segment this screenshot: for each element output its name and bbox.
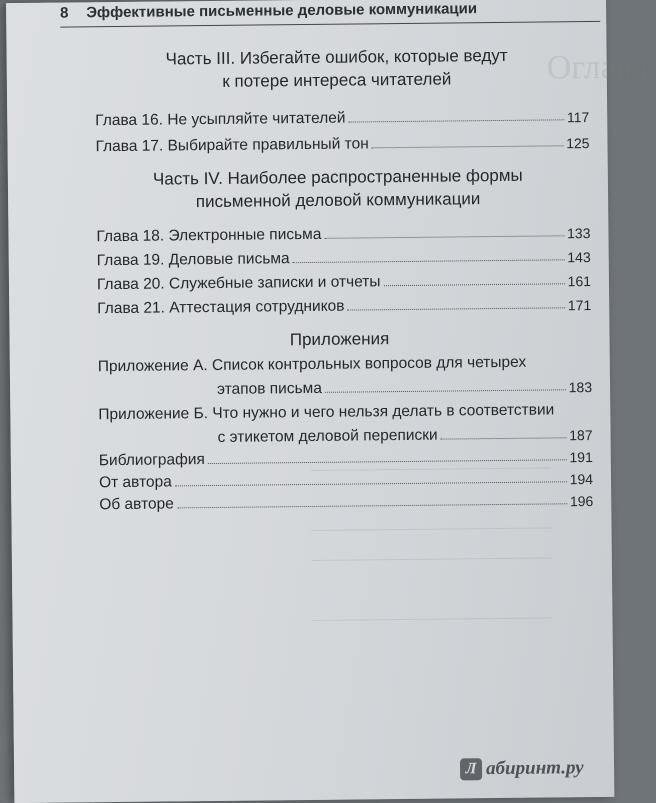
part-title-line: письменной деловой коммуникации bbox=[195, 189, 481, 212]
toc-entry-page: 194 bbox=[569, 471, 594, 488]
toc-entry-label: Глава 19. Деловые письма bbox=[96, 250, 290, 270]
dot-leader bbox=[208, 459, 567, 464]
part-title-4 bbox=[98, 163, 578, 214]
toc-entry-label: Глава 21. Аттестация сотрудников bbox=[97, 297, 345, 318]
appendix-a bbox=[98, 354, 527, 376]
toc-entry-page: 183 bbox=[568, 379, 593, 396]
appendix-prefix: Приложение Б. bbox=[98, 405, 209, 424]
bleed-through-line bbox=[312, 527, 552, 531]
toc-entry bbox=[95, 131, 589, 156]
logo-mark-icon: Л bbox=[460, 758, 482, 780]
appendix-title-line: с этикетом деловой переписки bbox=[217, 426, 438, 446]
page-number: 8 bbox=[60, 4, 69, 22]
bleed-through-line bbox=[312, 557, 552, 561]
toc-entry bbox=[97, 245, 591, 270]
toc-entry-label: Глава 16. Не усыпляйте читателей bbox=[95, 109, 346, 130]
toc-entry-label: Глава 20. Служебные записки и отчеты bbox=[96, 273, 381, 294]
dot-leader bbox=[348, 307, 565, 310]
appendix-prefix: Приложение А. bbox=[97, 357, 208, 376]
toc-entry bbox=[97, 269, 591, 294]
toc-entry bbox=[99, 489, 593, 514]
dot-leader bbox=[175, 481, 567, 486]
running-header bbox=[60, 0, 600, 22]
toc-entry-page: 187 bbox=[569, 427, 593, 444]
appendix-title-line: Список контрольных вопросов для четырех bbox=[211, 353, 527, 375]
bleed-through-line bbox=[312, 617, 552, 621]
toc-entry-page: 161 bbox=[567, 273, 592, 290]
toc-entry-page: 125 bbox=[566, 135, 590, 152]
toc-entry-page: 171 bbox=[567, 297, 592, 314]
toc-entry-page: 196 bbox=[569, 493, 594, 510]
toc-entry bbox=[96, 221, 590, 246]
part-title-line: Часть III. Избегайте ошибок, которые ведут bbox=[165, 45, 508, 69]
toc-entry-label: От автора bbox=[98, 473, 172, 492]
toc-entry-label: Глава 17. Выбирайте правильный тон bbox=[95, 135, 369, 156]
book-page bbox=[6, 0, 649, 803]
appendix-b-continuation bbox=[217, 423, 592, 447]
appendices-title: Приложения bbox=[289, 329, 390, 350]
dot-leader bbox=[441, 437, 567, 439]
toc-entry-page: 133 bbox=[567, 225, 591, 242]
header-rule bbox=[60, 21, 600, 28]
dot-leader bbox=[325, 389, 566, 393]
toc-entry bbox=[95, 105, 589, 130]
toc-entry-page: 143 bbox=[567, 249, 591, 266]
dot-leader bbox=[384, 283, 565, 286]
toc-entry bbox=[97, 293, 591, 318]
toc-entry-label: Библиография bbox=[98, 451, 205, 470]
running-title: Эффективные письменные деловые коммуникации bbox=[86, 0, 478, 22]
appendix-a-continuation bbox=[217, 375, 592, 399]
part-title-line: к потере интереса читателей bbox=[222, 69, 452, 91]
toc-entry-page: 191 bbox=[569, 449, 593, 466]
appendix-b bbox=[98, 401, 554, 424]
toc-entry bbox=[99, 445, 593, 470]
toc-entry-page: 117 bbox=[566, 109, 590, 126]
toc-entry-label: Глава 18. Электронные письма bbox=[96, 225, 322, 246]
labirint-logo bbox=[460, 757, 584, 780]
dot-leader bbox=[372, 145, 563, 148]
appendix-title-line: этапов письма bbox=[216, 379, 322, 398]
dot-leader bbox=[293, 259, 565, 263]
appendix-title-line: Что нужно и чего нельзя делать в соответствии bbox=[212, 401, 555, 423]
part-title-line: Часть IV. Наиболее распространенные формы bbox=[152, 165, 523, 189]
toc-entry bbox=[99, 467, 593, 492]
logo-text: абиринт.ру bbox=[485, 757, 584, 780]
dot-leader bbox=[177, 503, 567, 508]
bleed-through-text: Оглавл bbox=[546, 48, 649, 87]
part-title-3 bbox=[96, 43, 576, 94]
dot-leader bbox=[324, 235, 564, 239]
dot-leader bbox=[349, 119, 564, 122]
toc-entry-label: Об авторе bbox=[99, 495, 174, 514]
